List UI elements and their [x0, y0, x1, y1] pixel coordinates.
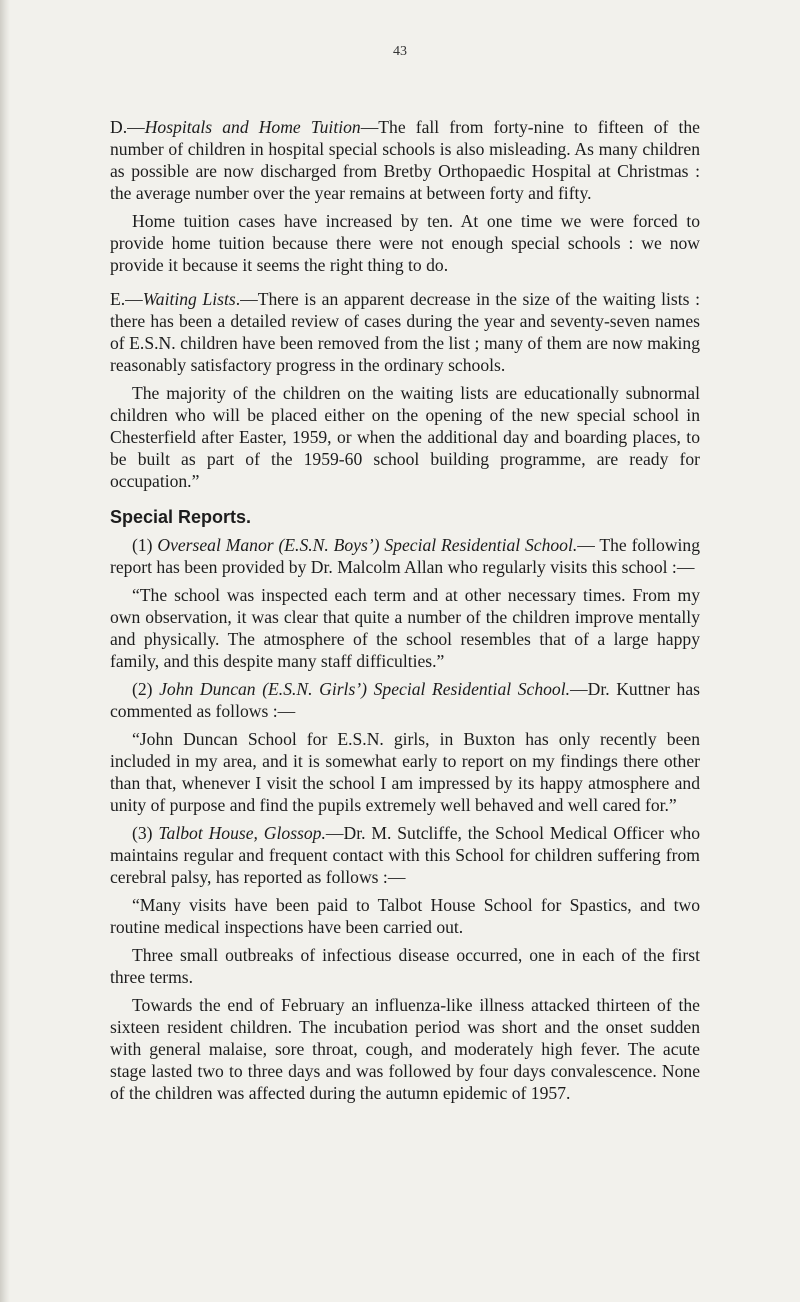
waiting-lists-text: .—There is an apparent decrease in the size of the waiting lists : there has been a detailed review of cases during the year and seventy-seven names of E.S.N. children have been removed from the list ; many of them are now making reasonably satisfactory progress in the ordinary schools.: [110, 289, 701, 375]
report-3-intro-text: —Dr. M. Sutcliffe, the School Medical Officer who maintains regular and frequent contact with this School for children suffering from cerebral palsy, has reported as follows :—: [110, 823, 700, 887]
report-2-school: John Duncan (E.S.N. Girls’) Special Residential School.: [159, 679, 571, 699]
hospitals-text: —The fall from forty-nine to fifteen of the number of children in hospital special schools is also misleading. As many children as possible are now discharged from Bretby Orthopaedic Hospital at Christmas : the average number over the year remains at between forty and fifty.: [110, 117, 700, 203]
report-2-quote: “John Duncan School for E.S.N. girls, in Buxton has only recently been included in my area, and it is somewhat early to report on my findings there other than that, whenever I visit the school I am impressed by its happy atmosphere and unity of purpose and find the pupils extremely well behaved and well cared for.”: [110, 729, 700, 815]
report-3-quote-1: “Many visits have been paid to Talbot House School for Spastics, and two routine medical inspections have been carried out.: [110, 895, 700, 937]
report-2-number: (2): [132, 679, 160, 699]
home-tuition-paragraph: Home tuition cases have increased by ten. At one time we were forced to provide home tuition because there were not enough special schools : we now provide it because it seems the right thing to do.: [110, 211, 700, 275]
page-number: 43: [393, 44, 407, 59]
report-1-intro-text: — The following report has been provided by Dr. Malcolm Allan who regularly visits this school :—: [110, 535, 700, 577]
report-3-school: Talbot House, Glossop.: [158, 823, 326, 843]
report-1-school: Overseal Manor (E.S.N. Boys’) Special Residential School.: [157, 535, 578, 555]
waiting-lists-heading: Waiting Lists: [142, 289, 236, 309]
page-content: [110, 116, 700, 1110]
report-3-intro: [110, 822, 700, 888]
hospitals-paragraph: [110, 116, 700, 204]
report-3-quote-2: Three small outbreaks of infectious disease occurred, one in each of the first three terms.: [110, 945, 700, 987]
page-binding-edge: [0, 0, 10, 1302]
waiting-lists-paragraph-2: The majority of the children on the waiting lists are educationally subnormal children who will be placed either on the opening of the new special school in Chesterfield after Easter, 1959, or when the additional day and boarding places, to be built as part of the 1959-60 school building programme, are ready for occupation.”: [110, 383, 700, 491]
report-3-number: (3): [132, 823, 159, 843]
report-3-quote-3: Towards the end of February an influenza-like illness attacked thirteen of the sixteen resident children. The incubation period was short and the onset sudden with general malaise, sore throat, cough, and moderately high fever. The acute stage lasted two to three days and was followed by four days convalescence. None of the children was affected during the autumn epidemic of 1957.: [110, 995, 700, 1103]
report-2-intro: [110, 678, 700, 722]
section-e-label: E.—: [110, 289, 143, 309]
report-1-number: (1): [132, 535, 158, 555]
report-1-quote: “The school was inspected each term and at other necessary times. From my own observation, it was clear that quite a number of the children improve mentally and physically. The atmosphere of the school resembles that of a large happy family, and this despite many staff difficulties.”: [110, 585, 700, 671]
hospitals-heading: Hospitals and Home Tuition: [144, 117, 361, 137]
special-reports-heading: Special Reports.: [110, 507, 252, 527]
report-1-intro: [110, 534, 700, 578]
waiting-lists-paragraph: [110, 288, 700, 376]
section-d-label: D.—: [110, 117, 145, 137]
report-2-intro-text: —Dr. Kuttner has commented as follows :—: [110, 679, 700, 721]
